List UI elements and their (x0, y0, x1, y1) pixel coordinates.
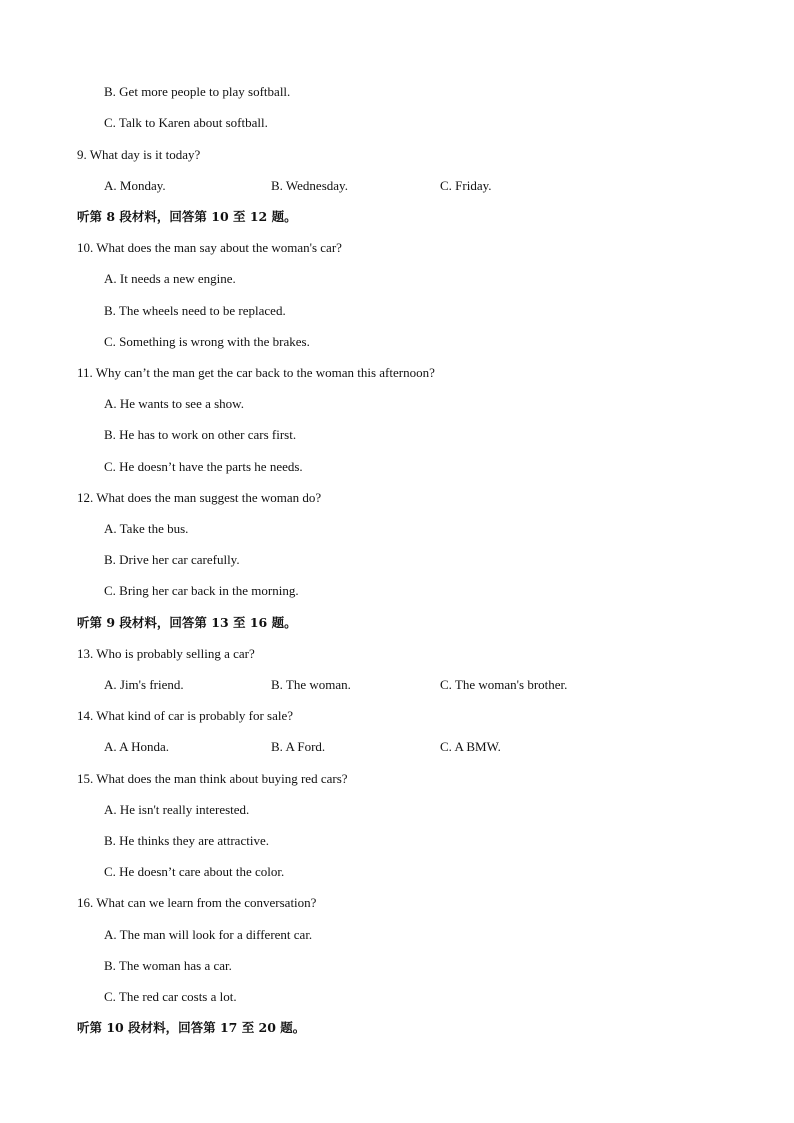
q13-option-b: B. The woman. (271, 677, 351, 692)
q14-option-b: B. A Ford. (271, 739, 326, 754)
question-10: 10. What does the man say about the woman's car? (77, 240, 342, 255)
q9-option-a: A. Monday. (104, 178, 166, 193)
q11-option-b: B. He has to work on other cars first. (104, 427, 297, 442)
q14-option-c: C. A BMW. (440, 739, 501, 754)
q13-option-a: A. Jim's friend. (104, 677, 184, 692)
q12-option-c: C. Bring her car back in the morning. (104, 583, 299, 598)
q16-option-b: B. The woman has a car. (104, 958, 232, 973)
q15-option-c: C. He doesn’t care about the color. (104, 864, 285, 879)
q10-option-c: C. Something is wrong with the brakes. (104, 334, 310, 349)
section-heading-10: 听第 10 段材料，回答第 17 至 20 题。 (77, 1020, 306, 1035)
q9-option-b: B. Wednesday. (271, 178, 348, 193)
q12-option-a: A. Take the bus. (104, 521, 189, 536)
q9-option-c: C. Friday. (440, 178, 492, 193)
question-15: 15. What does the man think about buying red cars? (77, 771, 348, 786)
section-heading-9: 听第 9 段材料，回答第 13 至 16 题。 (77, 615, 297, 630)
q14-option-a: A. A Honda. (104, 739, 169, 754)
q15-option-a: A. He isn't really interested. (104, 802, 250, 817)
question-9: 9. What day is it today? (77, 147, 201, 162)
q8-option-b: B. Get more people to play softball. (104, 84, 291, 99)
question-12: 12. What does the man suggest the woman do? (77, 490, 322, 505)
question-14: 14. What kind of car is probably for sale? (77, 708, 293, 723)
q11-option-c: C. He doesn’t have the parts he needs. (104, 459, 303, 474)
q11-option-a: A. He wants to see a show. (104, 396, 244, 411)
section-heading-8: 听第 8 段材料，回答第 10 至 12 题。 (77, 209, 297, 224)
q10-option-b: B. The wheels need to be replaced. (104, 303, 286, 318)
q13-option-c: C. The woman's brother. (440, 677, 568, 692)
question-11: 11. Why can’t the man get the car back to the woman this afternoon? (77, 365, 435, 380)
q12-option-b: B. Drive her car carefully. (104, 552, 240, 567)
q10-option-a: A. It needs a new engine. (104, 271, 236, 286)
q8-option-c: C. Talk to Karen about softball. (104, 115, 268, 130)
question-16: 16. What can we learn from the conversation? (77, 895, 317, 910)
q15-option-b: B. He thinks they are attractive. (104, 833, 269, 848)
q16-option-c: C. The red car costs a lot. (104, 989, 237, 1004)
q16-option-a: A. The man will look for a different car. (104, 927, 313, 942)
question-13: 13. Who is probably selling a car? (77, 646, 255, 661)
